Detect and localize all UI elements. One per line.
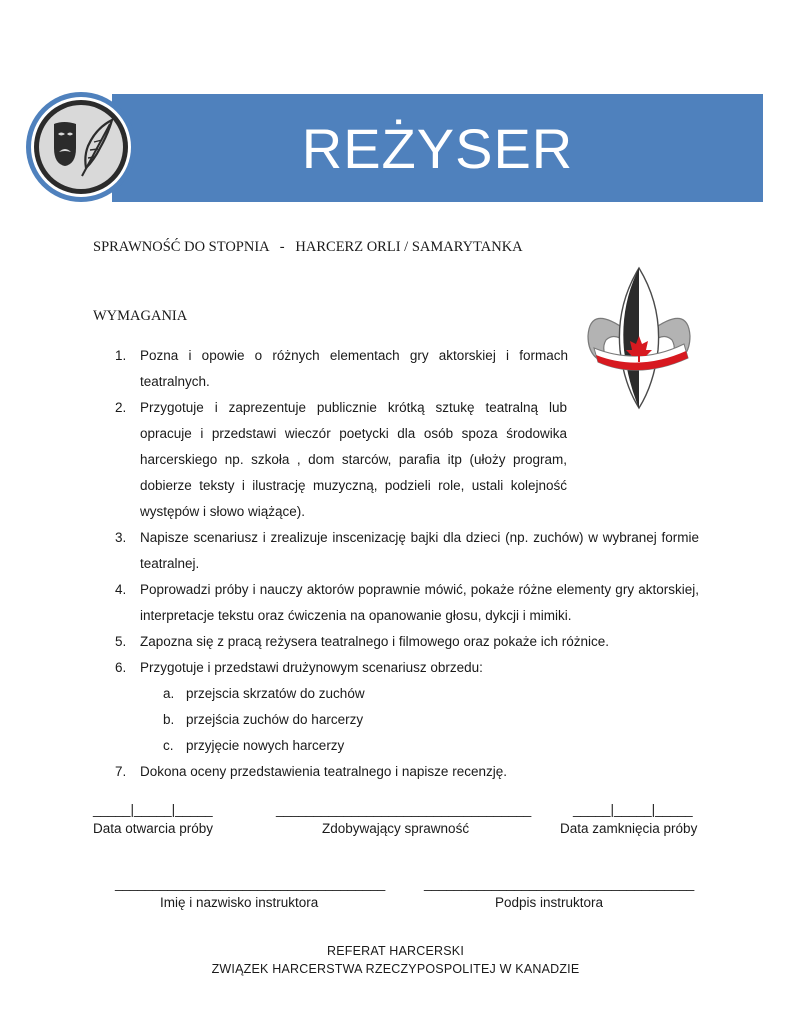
- item-text: Dokona oceny przedstawienia teatralnego i napisze recenzję.: [140, 764, 507, 779]
- page-title: REŻYSER: [301, 116, 574, 180]
- requirement-item: [93, 525, 699, 577]
- requirement-item: [93, 629, 699, 655]
- item-number: 2.: [115, 400, 127, 415]
- instructor-signature-blank[interactable]: ____________________________________: [424, 876, 695, 891]
- item-text: Poprowadzi próby i nauczy aktorów poprawnie mówić, pokaże różne elementy gry aktorskiej, interpretacje tekstu oraz ćwiczenia na opanowanie głosu, dykcji i mimiki.: [140, 582, 699, 623]
- footer-organization-name: ZWIĄZEK HARCERSTWA RZECZYPOSPOLITEJ W KANADZIE: [211, 962, 580, 976]
- requirement-item: [93, 343, 568, 395]
- requirement-item: [93, 655, 699, 681]
- subitem-text: przejscia skrzatów do zuchów: [186, 686, 365, 701]
- requirements-list: [93, 343, 699, 785]
- item-text: Zapozna się z pracą reżysera teatralnego i filmowego oraz pokaże ich różnice.: [140, 634, 609, 649]
- subitem-text: przyjęcie nowych harcerzy: [186, 738, 345, 753]
- subitem-text: przejścia zuchów do harcerzy: [186, 712, 364, 727]
- instructor-name-blank[interactable]: ____________________________________: [115, 876, 386, 891]
- item-number: 7.: [115, 764, 127, 779]
- instructor-signature-label: Podpis instruktora: [495, 895, 604, 910]
- subitem-letter: c.: [163, 738, 174, 753]
- requirement-item: [93, 395, 699, 525]
- footer-organization-unit: REFERAT HARCERSKI: [327, 944, 464, 958]
- instructor-name-label: Imię i nazwisko instruktora: [160, 895, 319, 910]
- requirement-subitem: [93, 707, 699, 733]
- requirement-item: [93, 577, 699, 629]
- achiever-label: Zdobywający sprawność: [322, 821, 470, 836]
- open-date-blank[interactable]: _____|_____|_____: [93, 802, 213, 817]
- subitem-letter: a.: [163, 686, 175, 701]
- achiever-name-blank[interactable]: __________________________________: [276, 802, 532, 817]
- close-date-label: Data zamknięcia próby: [560, 821, 698, 836]
- item-number: 6.: [115, 660, 127, 675]
- item-text: Przygotuje i przedstawi drużynowym scenariusz obrzedu:: [140, 660, 483, 675]
- item-text: Przygotuje i zaprezentuje publicznie krótką sztukę teatralną lub opracuje i przedstawi wieczór poetycki dla osób spoza środowika harcerskiego np. szkoła , dom starców, parafia itp (ułoży program, dobierze teksty i ilustrację muzyczną, podzieli role, ustali kolejność występów i słowo wiążące).: [140, 400, 567, 519]
- item-number: 3.: [115, 530, 127, 545]
- item-number: 5.: [115, 634, 127, 649]
- item-text: Napisze scenariusz i zrealizuje inscenizację bajki dla dzieci (np. zuchów) w wybranej formie teatralnej.: [140, 530, 699, 571]
- item-text: Pozna i opowie o różnych elementach gry aktorskiej i formach teatralnych.: [140, 348, 568, 389]
- item-number: 1.: [115, 348, 127, 363]
- requirement-subitem: [93, 681, 699, 707]
- requirement-item: [93, 759, 699, 785]
- item-number: 4.: [115, 582, 127, 597]
- badge-level-subtitle: SPRAWNOŚĆ DO STOPNIA - HARCERZ ORLI / SAMARYTANKA: [93, 239, 523, 255]
- requirement-subitem: [93, 733, 699, 759]
- subitem-letter: b.: [163, 712, 175, 727]
- requirements-heading: WYMAGANIA: [93, 308, 188, 324]
- theater-masks-and-quill-icon: [24, 90, 138, 204]
- close-date-blank[interactable]: _____|_____|_____: [573, 802, 693, 817]
- open-date-label: Data otwarcia próby: [93, 821, 214, 836]
